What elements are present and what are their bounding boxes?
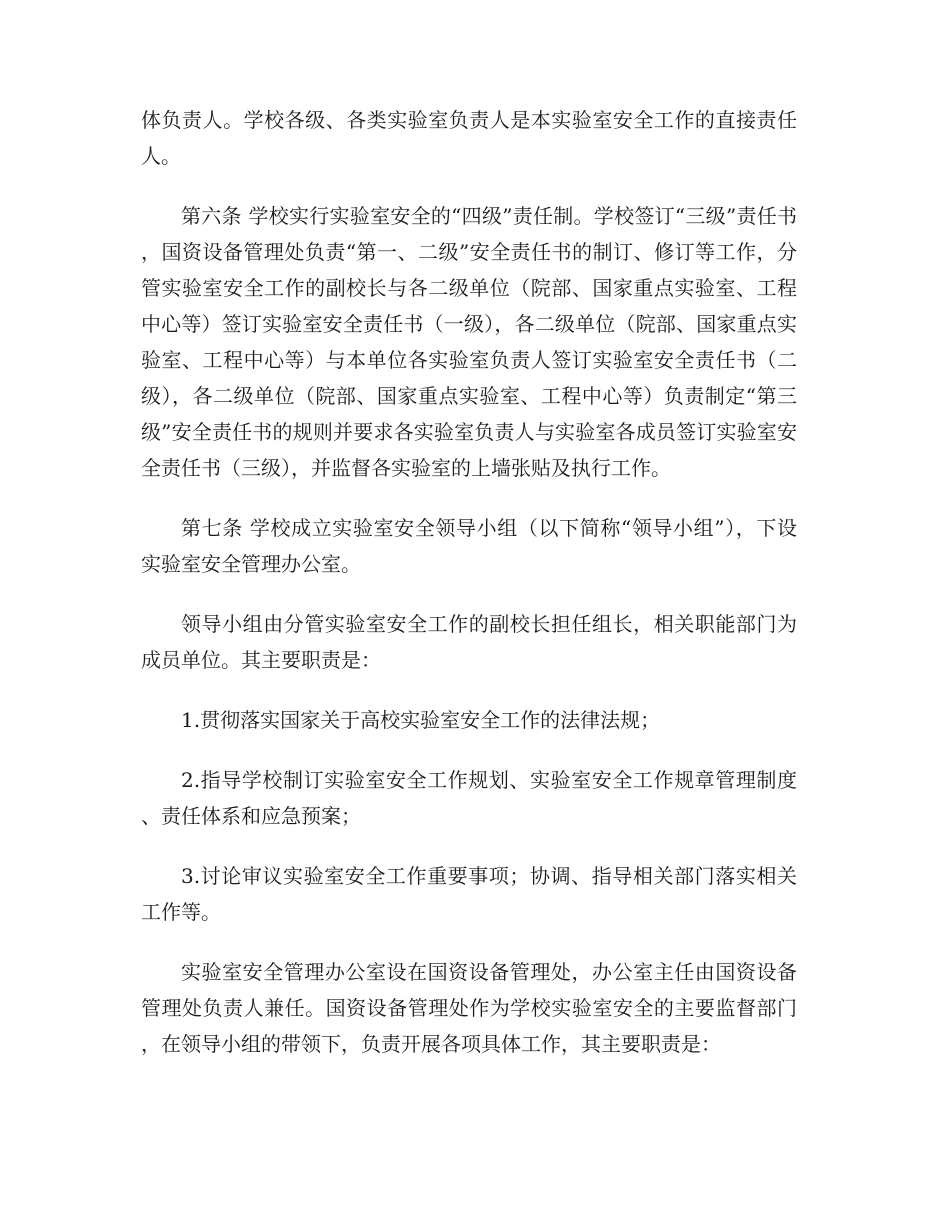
paragraph-office: 实验室安全管理办公室设在国资设备管理处，办公室主任由国资设备管理处负责人兼任。国资设备管理处作为学校实验室安全的主要监督部门，在领导小组的带领下，负责开展各项具体工作，其主要职责是： bbox=[141, 960, 797, 1056]
paragraph-duty-1: 1.贯彻落实国家关于高校实验室安全工作的法律法规； bbox=[181, 708, 661, 732]
paragraph-duty-2: 2.指导学校制订实验室安全工作规划、实验室安全工作规章管理制度、责任体系和应急预案； bbox=[141, 768, 797, 828]
paragraph-article-6: 第六条 学校实行实验室安全的“四级”责任制。学校签订“三级”责任书，国资设备管理处负责“第一、二级”安全责任书的制订、修订等工作，分管实验室安全工作的副校长与各二级单位（院部、国家重点实验室、工程中心等）签订实验室安全责任书（一级），各二级单位（院部、国家重点实验室、工程中心等）与本单位各实验室负责人签订实验室安全责任书（二级），各二级单位（院部、国家重点实验室、工程中心等）负责制定“第三级”安全责任书的规则并要求各实验室负责人与实验室各成员签订实验室安全责任书（三级），并监督各实验室的上墙张贴及执行工作。 bbox=[141, 204, 797, 480]
paragraph-continuation: 体负责人。学校各级、各类实验室负责人是本实验室安全工作的直接责任人。 bbox=[141, 108, 797, 168]
paragraph-duty-3: 3.讨论审议实验室安全工作重要事项；协调、指导相关部门落实相关工作等。 bbox=[141, 864, 797, 924]
paragraph-article-7: 第七条 学校成立实验室安全领导小组（以下简称“领导小组”），下设实验室安全管理办公室。 bbox=[141, 516, 797, 576]
document-body bbox=[141, 102, 797, 1086]
paragraph-leading-group: 领导小组由分管实验室安全工作的副校长担任组长，相关职能部门为成员单位。其主要职责是： bbox=[141, 612, 797, 672]
